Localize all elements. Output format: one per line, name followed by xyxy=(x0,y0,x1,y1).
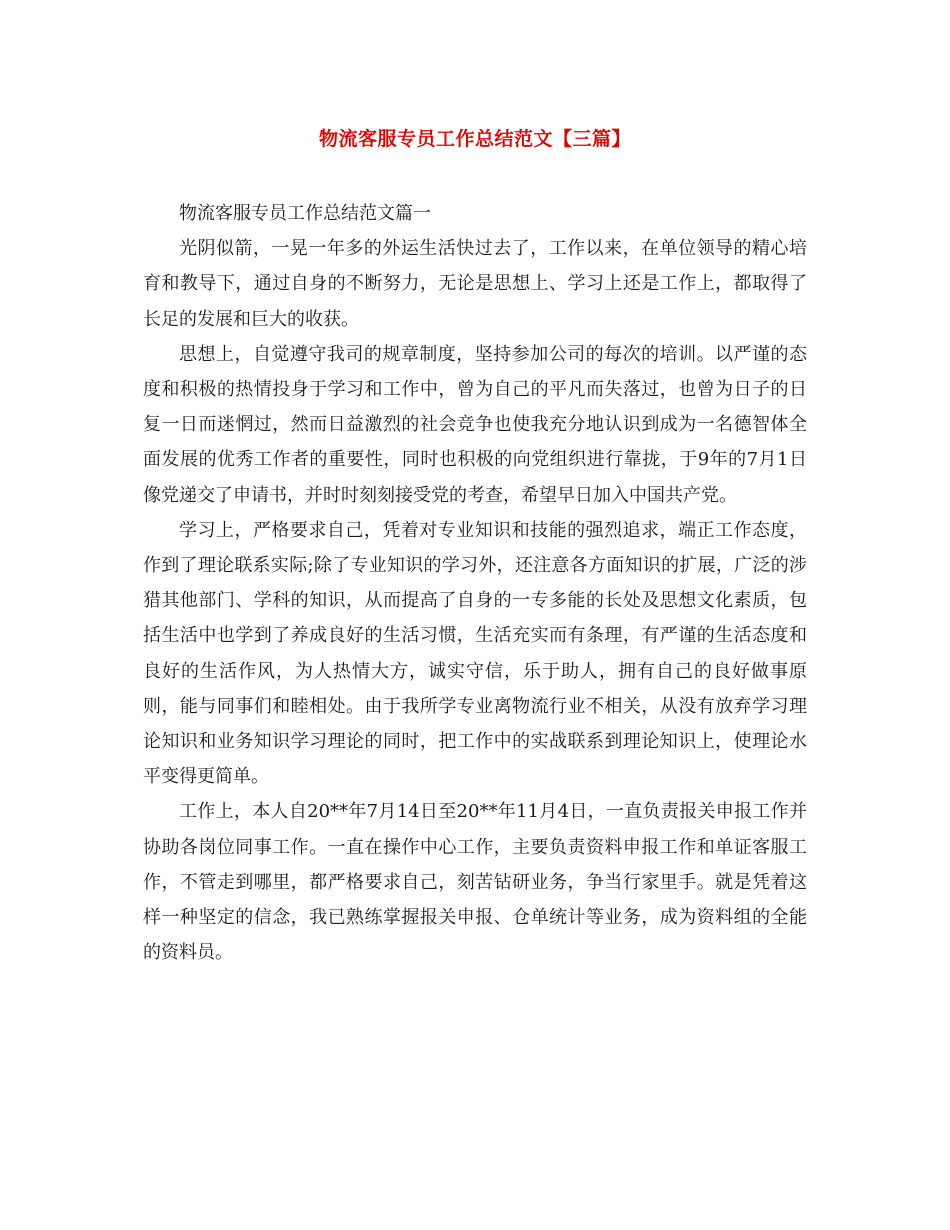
paragraph-thinking: 思想上，自觉遵守我司的规章制度，坚持参加公司的每次的培训。以严谨的态度和积极的热情投身于学习和工作中，曾为自己的平凡而失落过，也曾为日子的日复一日而迷惘过，然而日益激烈的社会竞争也使我充分地认识到成为一名德智体全面发展的优秀工作者的重要性，同时也积极的向党组织进行靠拢，于9年的7月1日像党递交了申请书，并时时刻刻接受党的考查，希望早日加入中国共产党。 xyxy=(143,343,807,506)
paragraph-study: 学习上，严格要求自己，凭着对专业知识和技能的强烈追求，端正工作态度，作到了理论联系实际;除了专业知识的学习外，还注意各方面知识的扩展，广泛的涉猎其他部门、学科的知识，从而提高了自身的一专多能的长处及思想文化素质，包括生活中也学到了养成良好的生活习惯，生活充实而有条理，有严谨的生活态度和良好的生活作风，为人热情大方，诚实守信，乐于助人，拥有自己的良好做事原则，能与同事们和睦相处。由于我所学专业离物流行业不相关，从没有放弃学习理论知识和业务知识学习理论的同时，把工作中的实战联系到理论知识上，使理论水平变得更简单。 xyxy=(143,519,807,788)
section-heading: 物流客服专员工作总结范文篇一 xyxy=(179,203,431,224)
document-title: 物流客服专员工作总结范文【三篇】 xyxy=(318,128,631,150)
paragraph-work: 工作上，本人自20**年7月14日至20**年11月4日，一直负责报关申报工作并协助各岗位同事工作。一直在操作中心工作，主要负责资料申报工作和单证客服工作，不管走到哪里，都严格要求自己，刻苦钻研业务，争当行家里手。就是凭着这样一种坚定的信念，我已熟练掌握报关申报、仓单统计等业务，成为资料组的全能的资料员。 xyxy=(143,801,807,964)
document-page xyxy=(143,0,807,1230)
document-body xyxy=(143,196,807,970)
paragraph-intro: 光阴似箭，一晃一年多的外运生活快过去了，工作以来，在单位领导的精心培育和教导下，通过自身的不断努力，无论是思想上、学习上还是工作上，都取得了长足的发展和巨大的收获。 xyxy=(143,238,807,330)
